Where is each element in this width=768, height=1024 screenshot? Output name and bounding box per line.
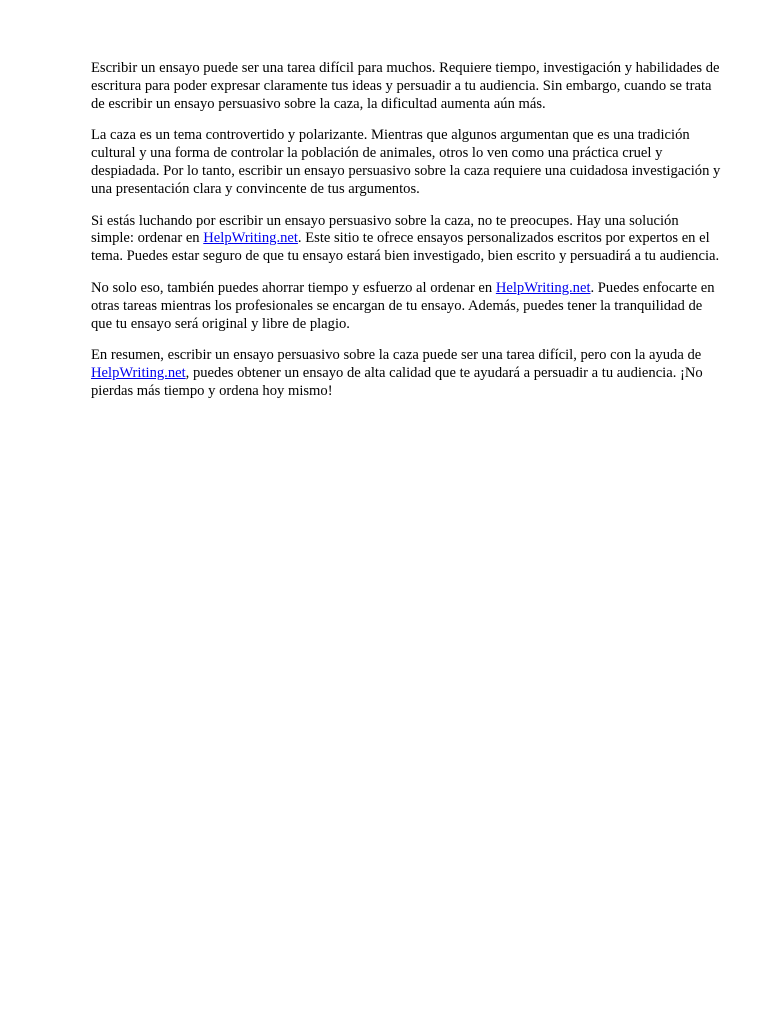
document-body xyxy=(91,60,725,415)
helpwriting-link-2[interactable]: HelpWriting.net xyxy=(495,279,591,296)
paragraph-4-text-before: No solo eso, también puedes ahorrar tiempo y esfuerzo al ordenar en xyxy=(91,279,496,296)
helpwriting-link-3[interactable]: HelpWriting.net xyxy=(91,365,186,382)
paragraph-5-text-after: , puedes obtener un ensayo de alta calidad que te ayudará a persuadir a tu audiencia. ¡No pierdas más tiempo y ordena hoy mismo! xyxy=(91,365,703,399)
paragraph-1 xyxy=(91,60,725,113)
paragraph-4-text-after: . Puedes enfocarte en otras tareas mientras los profesionales se encargan de tu ensayo. Además, puedes tener la tranquilidad de que tu ensayo será original y libre de plagio. xyxy=(91,279,715,332)
paragraph-3 xyxy=(91,213,725,266)
paragraph-5-text-before: En resumen, escribir un ensayo persuasivo sobre la caza puede ser una tarea difícil, pero con la ayuda de xyxy=(91,347,702,364)
paragraph-5 xyxy=(91,347,725,400)
paragraph-2-text: La caza es un tema controvertido y polarizante. Mientras que algunos argumentan que es una tradición cultural y una forma de controlar la población de animales, otros lo ven como una práctica cruel y despiadada. Por lo tanto, escribir un ensayo persuasivo sobre la caza requiere una cuidadosa investigación y una presentación clara y convincente de tus argumentos. xyxy=(91,127,721,197)
paragraph-2 xyxy=(91,127,725,198)
paragraph-3-text-before: Si estás luchando por escribir un ensayo persuasivo sobre la caza, no te preocupes. Hay una solución simple: ordenar en xyxy=(91,212,679,247)
helpwriting-link-1[interactable]: HelpWriting.net xyxy=(203,230,298,247)
paragraph-3-text-after: . Este sitio te ofrece ensayos personalizados escritos por expertos en el tema. Puedes estar seguro de que tu ensayo estará bien investigado, bien escrito y persuadirá a tu audiencia. xyxy=(91,230,720,265)
paragraph-1-text: Escribir un ensayo puede ser una tarea difícil para muchos. Requiere tiempo, investigación y habilidades de escritura para poder expresar claramente tus ideas y persuadir a tu audiencia. Sin embargo, cuando se trata de escribir un ensayo persuasivo sobre la caza, la dificultad aumenta aún más. xyxy=(91,60,720,112)
paragraph-4 xyxy=(91,280,725,333)
